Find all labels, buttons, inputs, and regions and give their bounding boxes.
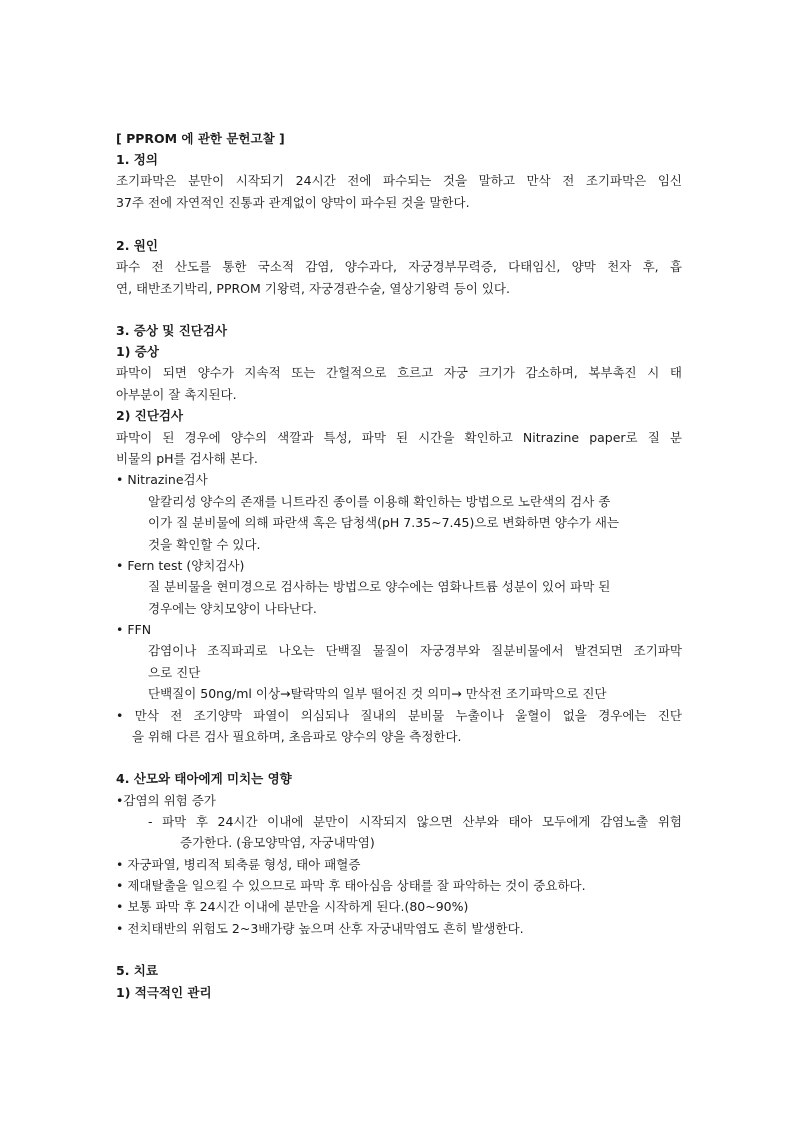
infection-line-1: - 파막 후 24시간 이내에 분만이 시작되지 않으면 산부와 태아 모두에게 감염노출 위험 (148, 814, 682, 829)
ffn-line-3: 단백질이 50ng/ml 이상→탈락막의 일부 떨어진 것 의미→ 만삭전 조기파막으로 진단 (148, 686, 607, 701)
nitrazine-line-2: 이가 질 분비물에 의해 파란색 혹은 담청색(pH 7.35~7.45)으로 변화하면 양수가 새는 (148, 515, 620, 530)
section-3-heading: 3. 증상 및 진단검사 (116, 323, 228, 338)
effects-bullet-3: • 보통 파막 후 24시간 이내에 분만을 시작하게 된다.(80~90%) (116, 899, 469, 914)
effects-bullet-1: • 자궁파열, 병리적 퇴축륜 형성, 태아 패혈증 (116, 857, 361, 872)
section-5-heading: 5. 치료 (116, 963, 158, 978)
other-tests-line-2: 을 위해 다른 검사 필요하며, 초음파로 양수의 양을 측정한다. (132, 729, 462, 744)
section-5-1-heading: 1) 적극적인 관리 (116, 985, 212, 1000)
section-3-1-heading: 1) 증상 (116, 344, 159, 359)
section-2-line-1: 파수 전 산도를 통한 국소적 감염, 양수과다, 자궁경부무력증, 다태임신, 양막 천자 후, 흡 (116, 259, 682, 274)
nitrazine-line-3: 것을 확인할 수 있다. (148, 537, 261, 552)
infection-line-2: 증가한다. (융모양막염, 자궁내막염) (180, 835, 375, 850)
fern-line-1: 질 분비물을 현미경으로 검사하는 방법으로 양수에는 염화나트륨 성분이 있어 파막 된 (148, 579, 611, 594)
nitrazine-label: • Nitrazine검사 (116, 472, 208, 487)
section-1-heading: 1. 정의 (116, 152, 158, 167)
effects-bullet-2: • 제대탈출을 일으킬 수 있으므로 파막 후 태아심음 상태를 잘 파악하는 것이 중요하다. (116, 878, 586, 893)
section-3-2-line-1: 파막이 된 경우에 양수의 색깔과 특성, 파막 된 시간을 확인하고 Nitrazine paper로 질 분 (116, 430, 682, 445)
section-3-2-heading: 2) 진단검사 (116, 408, 184, 423)
section-4-heading: 4. 산모와 태아에게 미치는 영향 (116, 771, 292, 786)
section-3-2-line-2: 비물의 pH를 검사해 본다. (116, 451, 258, 466)
section-2-heading: 2. 원인 (116, 238, 158, 253)
section-1-line-1: 조기파막은 분만이 시작되기 24시간 전에 파수되는 것을 말하고 만삭 전 조기파막은 임신 (116, 173, 682, 188)
ffn-label: • FFN (116, 622, 152, 637)
ffn-line-2: 으로 진단 (148, 665, 201, 680)
fern-line-2: 경우에는 양치모양이 나타난다. (148, 601, 317, 616)
document-title: [ PPROM 에 관한 문헌고찰 ] (116, 131, 285, 146)
section-3-1-line-2: 아부분이 잘 촉지된다. (116, 387, 237, 402)
other-tests-line-1: • 만삭 전 조기양막 파열이 의심되나 질내의 분비물 누출이나 울혈이 없을 경우에는 진단 (116, 708, 682, 723)
section-1-line-2: 37주 전에 자연적인 진통과 관계없이 양막이 파수된 것을 말한다. (116, 195, 470, 210)
ffn-line-1: 감염이나 조직파괴로 나오는 단백질 물질이 자궁경부와 질분비물에서 발견되면 조기파막 (148, 643, 682, 658)
fern-label: • Fern test (양치검사) (116, 558, 245, 573)
section-2-line-2: 연, 태반조기박리, PPROM 기왕력, 자궁경관수술, 열상기왕력 등이 있다. (116, 281, 510, 296)
effects-bullet-4: • 전치태반의 위험도 2~3배가량 높으며 산후 자궁내막염도 흔히 발생한다. (116, 921, 524, 936)
section-3-1-line-1: 파막이 되면 양수가 지속적 또는 간헐적으로 흐르고 자궁 크기가 감소하며, 복부촉진 시 태 (116, 365, 682, 380)
infection-label: •감염의 위험 증가 (116, 793, 216, 808)
nitrazine-line-1: 알칼리성 양수의 존재를 니트라진 종이를 이용해 확인하는 방법으로 노란색의 검사 종 (148, 494, 611, 509)
